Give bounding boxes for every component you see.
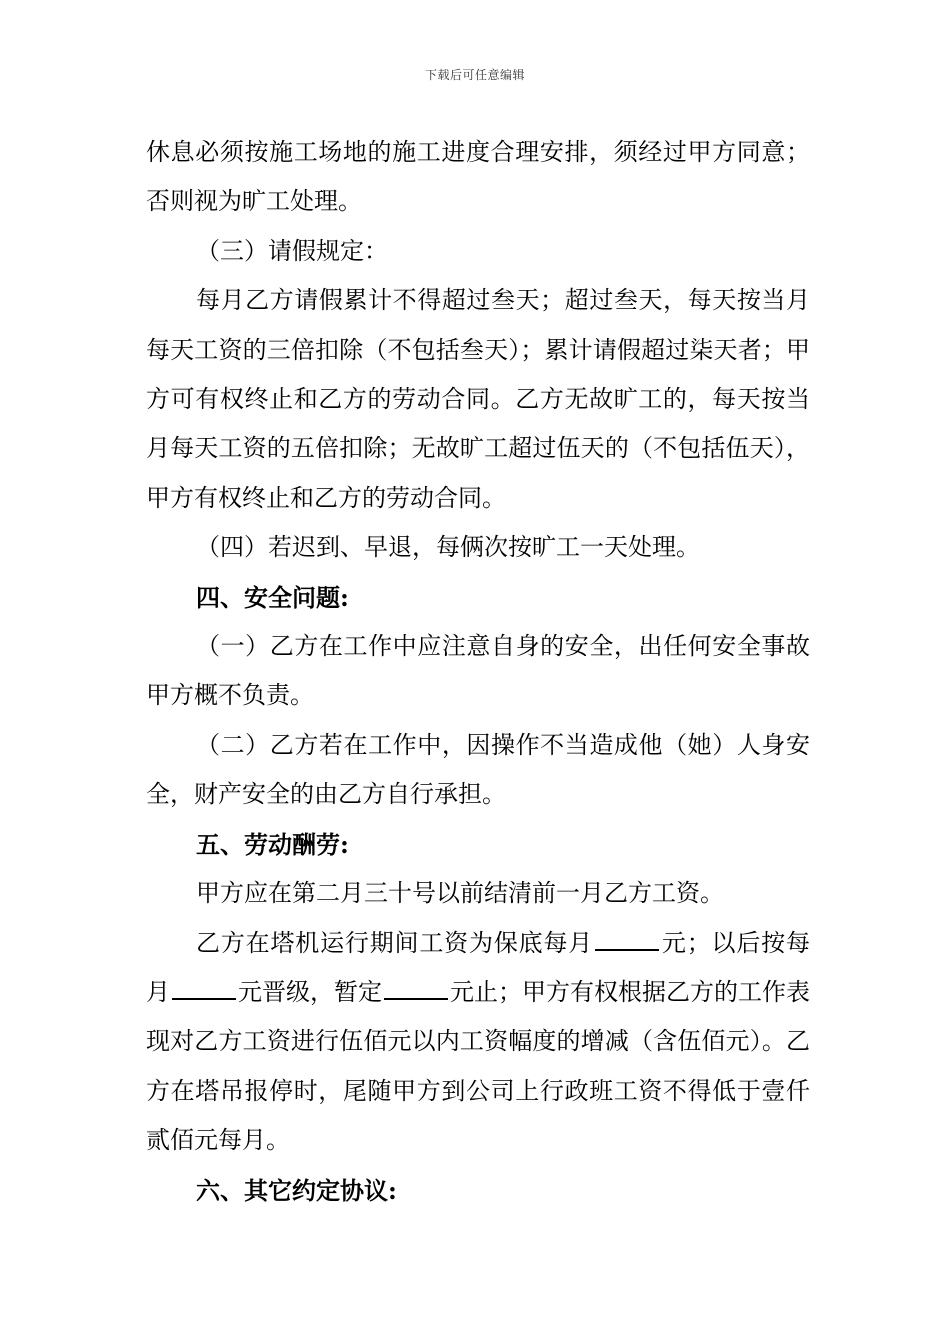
document-body: [146, 128, 810, 1215]
paragraph-safety-1: （一）乙方在工作中应注意自身的安全，出任何安全事故甲方概不负责。: [146, 632, 810, 710]
paragraph-late-early: （四）若迟到、早退，每俩次按旷工一天处理。: [196, 533, 700, 562]
paragraph-safety-2: （二）乙方若在工作中，因操作不当造成他（她）人身安全，财产安全的由乙方自行承担。: [146, 730, 810, 809]
blank-increment: [172, 976, 236, 1000]
blank-cap: [384, 976, 448, 1000]
paragraph-payment-date: 甲方应在第二月三十号以前结清前一月乙方工资。: [196, 879, 724, 908]
paragraph-rest-arrangement: 休息必须按施工场地的施工进度合理安排，须经过甲方同意；否则视为旷工处理。: [146, 138, 810, 216]
salary-text-2: 元；以后按每月: [146, 928, 811, 1006]
salary-text-1: 乙方在塔机运行期间工资为保底每月: [196, 928, 594, 957]
page-header: 下载后可任意编辑: [424, 68, 525, 82]
section-leave-rules-heading: （三）请假规定：: [196, 236, 388, 265]
paragraph-salary-terms: [146, 919, 810, 1166]
paragraph-leave-rules: 每月乙方请假累计不得超过叁天；超过叁天，每天按当月每天工资的三倍扣除（不包括叁天）；累计请假超过柒天者；甲方可有权终止和乙方的劳动合同。乙方无故旷工的，每天按当月每天工资的五倍扣除；无故旷工超过伍天的（不包括伍天），甲方有权终止和乙方的劳动合同。: [146, 286, 810, 512]
section-safety-heading: 四、安全问题:: [196, 582, 349, 612]
salary-text-3: 元晋级，暂定: [238, 977, 382, 1006]
salary-text-4: 元止；甲方有权根据乙方的工作表现对乙方工资进行伍佰元以内工资幅度的增减（含伍佰元）。乙方在塔吊报停时，尾随甲方到公司上行政班工资不得低于壹仟贰佰元每月。: [146, 977, 810, 1155]
blank-base-salary: [595, 927, 659, 951]
section-remuneration-heading: 五、劳动酬劳:: [196, 829, 349, 859]
section-other-agreements-heading: 六、其它约定协议:: [196, 1175, 397, 1205]
